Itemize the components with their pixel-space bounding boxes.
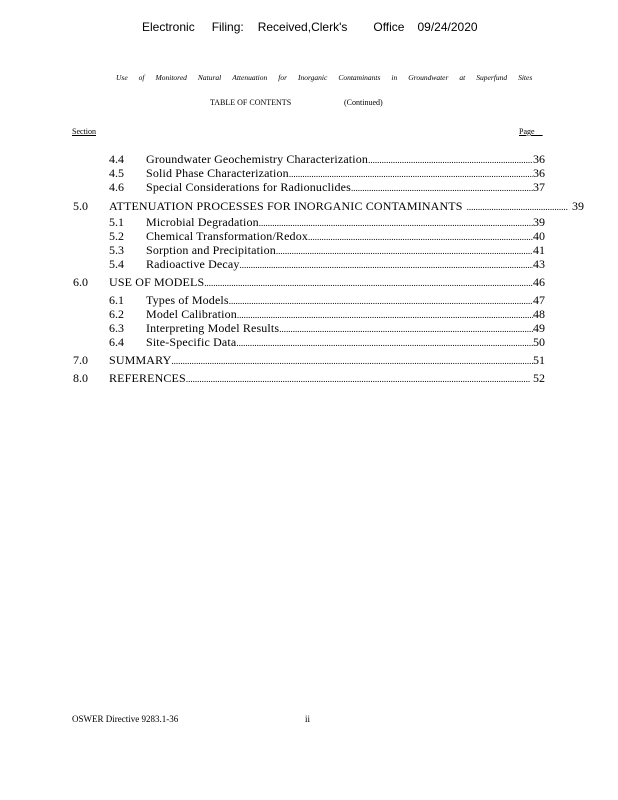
toc-entry-7-0[interactable]	[73, 353, 545, 368]
title-word: Natural	[197, 73, 222, 82]
toc-page: 37	[533, 180, 545, 194]
document-title	[116, 73, 543, 82]
toc-number: 6.4	[109, 335, 124, 349]
toc-leader	[368, 152, 533, 167]
title-word: Attenuation	[232, 73, 268, 82]
toc-number: 6.0	[73, 275, 88, 289]
toc-label: Solid Phase Characterization	[146, 166, 289, 180]
toc-entry-6-3[interactable]	[109, 321, 545, 336]
toc-number: 6.1	[109, 293, 124, 307]
toc-leader	[289, 166, 533, 181]
toc-leader	[308, 229, 533, 244]
filing-word-3: Received,Clerk's	[257, 20, 348, 34]
toc-label: Chemical Transformation/Redox	[146, 229, 309, 243]
toc-entry-5-0[interactable]	[73, 199, 584, 214]
toc-label: Microbial Degradation	[146, 215, 259, 229]
toc-label: USE OF MODELS	[109, 275, 205, 289]
toc-page: 36	[533, 166, 545, 180]
toc-label: Special Considerations for Radionuclides	[146, 180, 351, 194]
toc-label: Interpreting Model Results	[146, 321, 280, 335]
title-word: in	[391, 73, 398, 82]
toc-leader	[204, 275, 533, 290]
toc-page: 41	[533, 243, 545, 257]
toc-number: 5.2	[109, 229, 124, 243]
toc-number: 8.0	[73, 371, 88, 385]
toc-page: 47	[533, 293, 545, 307]
title-word: Groundwater	[408, 73, 449, 82]
title-word: Contaminants	[338, 73, 381, 82]
toc-number: 7.0	[73, 353, 88, 367]
toc-number: 4.4	[109, 152, 124, 166]
filing-word-4: Office	[373, 20, 405, 34]
title-word: Sites	[518, 73, 533, 82]
toc-entry-6-2[interactable]	[109, 307, 545, 322]
toc-leader	[351, 180, 533, 195]
toc-label: Groundwater Geochemistry Characterization	[146, 152, 369, 166]
toc-number: 6.2	[109, 307, 124, 321]
toc-leader	[279, 321, 533, 336]
toc-number: 4.5	[109, 166, 124, 180]
toc-page: 43	[533, 257, 545, 271]
toc-number: 4.6	[109, 180, 124, 194]
toc-page: 48	[533, 307, 545, 321]
toc-label: REFERENCES	[109, 371, 186, 385]
toc-leader	[259, 215, 533, 230]
page-column-header: Page	[519, 127, 535, 136]
toc-leader	[186, 371, 530, 386]
footer-directive: OSWER Directive 9283.1-36	[72, 714, 179, 724]
toc-entry-8-0[interactable]	[73, 371, 545, 386]
toc-number: 6.3	[109, 321, 124, 335]
toc-entry-6-1[interactable]	[109, 293, 545, 308]
title-word: of	[138, 73, 145, 82]
footer-page-number: ii	[305, 714, 311, 724]
toc-label: ATTENUATION PROCESSES FOR INORGANIC CONTAMINANTS	[109, 199, 463, 213]
toc-number: 5.4	[109, 257, 124, 271]
toc-leader	[229, 293, 533, 308]
filing-word-2: Filing:	[211, 20, 244, 34]
title-word: at	[459, 73, 466, 82]
toc-entry-6-4[interactable]	[109, 335, 545, 350]
toc-leader	[236, 335, 533, 350]
title-word: Use	[116, 73, 128, 82]
toc-leader	[240, 257, 533, 272]
filing-date: 09/24/2020	[417, 20, 478, 34]
toc-page: 46	[533, 275, 545, 289]
toc-page: 51	[533, 353, 545, 367]
toc-page: 40	[533, 229, 545, 243]
toc-page: 52	[533, 371, 545, 385]
toc-number: 5.3	[109, 243, 124, 257]
toc-label: Sorption and Precipitation	[146, 243, 276, 257]
toc-label: Model Calibration	[146, 307, 237, 321]
toc-entry-4-5[interactable]	[109, 166, 545, 181]
toc-entry-5-1[interactable]	[109, 215, 545, 230]
toc-continued: (Continued)	[344, 98, 383, 107]
toc-entry-6-0[interactable]	[73, 275, 545, 290]
toc-label: Site-Specific Data	[146, 335, 237, 349]
toc-page: 39	[572, 199, 584, 213]
toc-entry-4-4[interactable]	[109, 152, 545, 167]
toc-leader	[467, 199, 568, 214]
toc-page: 36	[533, 152, 545, 166]
toc-entry-5-4[interactable]	[109, 257, 545, 272]
toc-entry-5-2[interactable]	[109, 229, 545, 244]
toc-label: SUMMARY	[109, 353, 172, 367]
toc-leader	[171, 353, 533, 368]
filing-word-1: Electronic	[142, 20, 195, 34]
section-column-header: Section	[72, 127, 96, 136]
toc-page: 50	[533, 335, 545, 349]
toc-page: 39	[533, 215, 545, 229]
title-word: Inorganic	[298, 73, 328, 82]
toc-title: TABLE OF CONTENTS	[210, 98, 292, 107]
title-word: Superfund	[476, 73, 508, 82]
toc-page: 49	[533, 321, 545, 335]
toc-number: 5.1	[109, 215, 124, 229]
toc-label: Radioactive Decay	[146, 257, 240, 271]
toc-label: Types of Models	[146, 293, 229, 307]
toc-leader	[237, 307, 533, 322]
toc-entry-5-3[interactable]	[109, 243, 545, 258]
title-word: Monitored	[155, 73, 187, 82]
toc-number: 5.0	[73, 199, 88, 213]
toc-leader	[276, 243, 533, 258]
title-word: for	[278, 73, 288, 82]
electronic-filing-stamp	[142, 20, 478, 34]
toc-entry-4-6[interactable]	[109, 180, 545, 195]
